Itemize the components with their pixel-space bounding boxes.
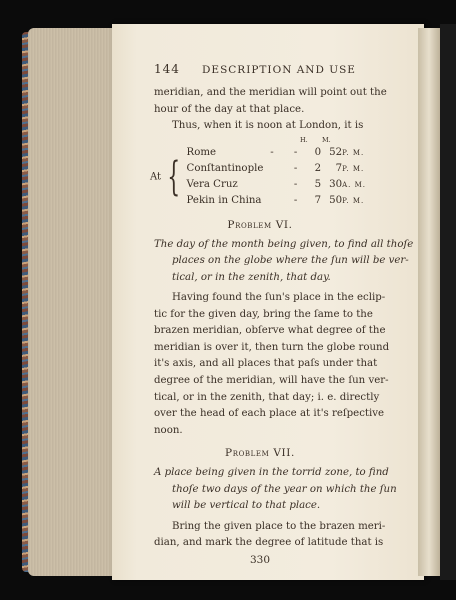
hm-heading [154, 136, 366, 145]
statement-line: A place being given in the torrid zone, to find [154, 467, 389, 479]
body-line: brazen meridian, obſerve what degree of the [154, 325, 386, 337]
town-minute: 50 [329, 194, 343, 206]
statement-line: tical, or in the zenith, that day. [172, 271, 331, 283]
body-line: tical, or in the zenith, that day; i. e. directly [154, 391, 380, 403]
problem-7-body [154, 519, 386, 552]
town-dash: - [293, 178, 298, 190]
town-dash: - [293, 146, 298, 158]
statement-line: will be vertical to that place. [172, 500, 321, 512]
body-line: meridian is over it, then turn the globe round [154, 341, 390, 353]
body-line: degree of the meridian, will have the ſun ver- [154, 374, 389, 386]
body-line: over the head of each place at it's reſpective [154, 408, 385, 420]
book-cover-edge [440, 24, 456, 580]
town-dash [270, 161, 294, 177]
statement-line: places on the globe where the ſun will be ver- [172, 255, 409, 267]
statement-line: thoſe two days of the year on which the ſun [172, 483, 397, 495]
town-hour: 5 [314, 178, 322, 190]
running-header [154, 62, 366, 76]
brace-icon: { [167, 153, 181, 200]
table-row [150, 145, 366, 161]
town-dash: - [293, 194, 298, 206]
town-ampm: A. M. [342, 180, 366, 189]
intro-line: hour of the day at that place. [154, 103, 305, 115]
town-dash: - [270, 146, 274, 158]
hours-heading: H. [300, 135, 308, 144]
town-dash [270, 193, 294, 209]
page-number: 144 [154, 62, 180, 76]
problem-6-title: Problem VI. [227, 218, 293, 231]
body-line: Having found the ſun's place in the eclip- [172, 292, 386, 303]
page-text [150, 62, 414, 566]
town-dash: - [293, 162, 298, 174]
town-minute: 52 [329, 146, 343, 158]
running-title: DESCRIPTION AND USE [202, 64, 356, 76]
body-line: Bring the given place to the brazen meri- [172, 520, 386, 532]
problem-6-body [154, 290, 390, 439]
intro-line: meridian, and the meridian will point out the [154, 87, 387, 98]
minutes-heading: M. [322, 135, 331, 144]
town-name: Rome [186, 146, 217, 158]
town-minute: 30 [329, 178, 343, 190]
body-line: noon. [154, 424, 183, 436]
town-hour: 7 [314, 194, 322, 206]
problem-7-statement [154, 465, 397, 514]
at-label: At [150, 171, 162, 183]
town-name: Conſtantinople [186, 162, 264, 174]
town-ampm: P. M. [342, 164, 365, 173]
town-hour: 0 [314, 146, 322, 158]
page-block-edge [28, 28, 118, 576]
noon-times-table [150, 145, 366, 209]
thus-line: Thus, when it is noon at London, it is [172, 120, 364, 132]
town-ampm: P. M. [342, 148, 365, 157]
at-label-cell [150, 145, 187, 209]
body-line: it's axis, and all places that paſs under that [154, 358, 378, 370]
town-hour: 2 [314, 162, 322, 174]
statement-line: The day of the month being given, to find all thoſe [154, 238, 414, 250]
signature-mark: 330 [249, 553, 271, 566]
town-name: Vera Cruz [186, 178, 238, 190]
town-ampm: P. M. [342, 196, 365, 205]
town-dash [270, 177, 294, 193]
facing-page-edge [418, 28, 440, 576]
town-minute: 7 [335, 162, 343, 174]
problem-6-statement [154, 237, 414, 286]
body-line: tic for the given day, bring the ſame to the [154, 308, 373, 320]
problem-7-title: Problem VII. [225, 447, 295, 460]
body-line: dian, and mark the degree of latitude that is [154, 537, 384, 549]
town-name: Pekin in China [186, 194, 262, 206]
